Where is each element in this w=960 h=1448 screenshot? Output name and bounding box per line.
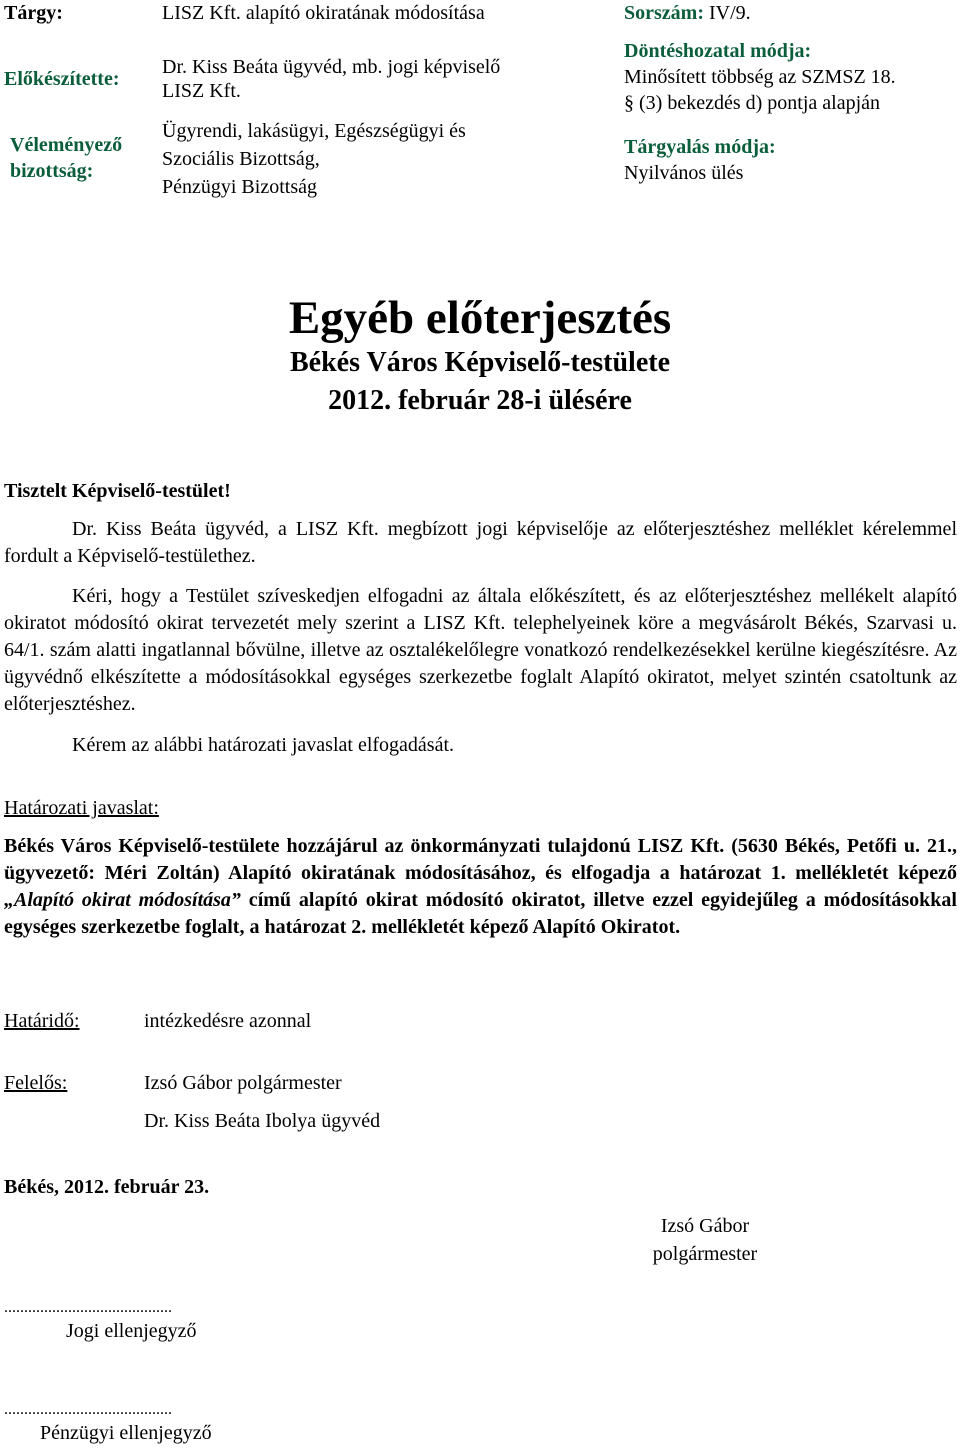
targyalas-value: Nyilvános ülés — [624, 162, 744, 184]
sorszam-value: IV/9. — [703, 2, 751, 24]
document-subtitle-1: Békés Város Képviselő-testülete — [289, 347, 671, 378]
targy-value: LISZ Kft. alapító okiratának módosítása — [162, 2, 485, 24]
paragraph-2: Kéri, hogy a Testület szíveskedjen elfogadni az általa előkészített, és az előterjesztéshez mellékelt alapító okiratot módosító okirat tervezetét mely szerint a LISZ Kft. telephelyeinek köre a megvásárolt Békés, Szarvasi u. 64/1. szám alatti ingatlannal bővülne, illetve az osztalékelőlegre vonatkozó rendelkezésekkel kerülne kiegészítésre. Az ügyvédnő elkészítette a módosításokkal egységes szerkezetbe foglalt Alapító okiratot, melyet szintén csatoltunk az előterjesztéshez. — [4, 585, 957, 715]
elokeszitette-line2: LISZ Kft. — [162, 80, 241, 102]
countersign-dots-2: .......................................... — [4, 1401, 172, 1418]
responsible-value-2: Dr. Kiss Beáta Ibolya ügyvéd — [144, 1110, 381, 1132]
targyalas-label: Tárgyalás módja: — [624, 136, 776, 158]
resolution-label: Határozati javaslat: — [4, 797, 159, 819]
velemenyezo-label-2: bizottság: — [10, 160, 94, 182]
dontes-line2: § (3) bekezdés d) pontja alapján — [624, 92, 881, 114]
velemenyezo-label-1: Véleményező — [10, 134, 123, 156]
deadline-value: intézkedésre azonnal — [144, 1010, 312, 1032]
responsible-value-1: Izsó Gábor polgármester — [144, 1072, 342, 1094]
velemenyezo-line2: Szociális Bizottság, — [162, 148, 320, 170]
document-subtitle-2: 2012. február 28-i ülésére — [328, 385, 632, 416]
resolution-text-italic: „Alapító okirat módosítása” — [4, 889, 241, 911]
dontes-line1: Minősített többség az SZMSZ 18. — [624, 66, 896, 88]
sorszam-label: Sorszám: — [624, 2, 704, 24]
velemenyezo-line3: Pénzügyi Bizottság — [162, 176, 317, 198]
resolution-text-part1: Békés Város Képviselő-testülete hozzájárul az önkormányzati tulajdonú LISZ Kft. (5630 Békés, Petőfi u. 21., ügyvezető: Méri Zoltán) Alapító okiratának módosításához, és elfogadja a határozat 1. mellékletét képező — [4, 835, 957, 884]
date-place: Békés, 2012. február 23. — [4, 1176, 210, 1198]
penzugyi-ellenjegyzo: Pénzügyi ellenjegyző — [40, 1422, 212, 1444]
paragraph-3: Kérem az alábbi határozati javaslat elfogadását. — [72, 734, 455, 756]
responsible-label: Felelős: — [4, 1072, 68, 1094]
targy-label: Tárgy: — [4, 2, 63, 24]
document-title: Egyéb előterjesztés — [288, 292, 672, 344]
sorszam — [624, 0, 751, 26]
elokeszitette-label: Előkészítette: — [4, 68, 120, 90]
elokeszitette-line1: Dr. Kiss Beáta ügyvéd, mb. jogi képviselő — [162, 56, 501, 78]
greeting: Tisztelt Képviselő-testület! — [4, 480, 231, 502]
velemenyezo-line1: Ügyrendi, lakásügyi, Egészségügyi és — [162, 120, 466, 142]
resolution-text — [4, 833, 957, 941]
signature-name: Izsó Gábor — [660, 1215, 750, 1237]
dontes-label: Döntéshozatal módja: — [624, 40, 812, 62]
resolution-text-part2: című alapító okirat módosító okiratot, illetve ezzel egyidejűleg a módosításokkal egységes szerkezetbe foglalt, a határozat 2. mellékletét képező Alapító Okiratot. — [4, 889, 957, 938]
jogi-ellenjegyzo: Jogi ellenjegyző — [66, 1320, 197, 1342]
signature-title: polgármester — [652, 1243, 758, 1265]
paragraph-1: Dr. Kiss Beáta ügyvéd, a LISZ Kft. megbízott jogi képviselője az előterjesztéshez melléklet kérelemmel fordult a Képviselő-testülethez. — [4, 518, 957, 567]
countersign-dots-1: .......................................... — [4, 1299, 172, 1316]
deadline-label: Határidő: — [4, 1010, 80, 1032]
